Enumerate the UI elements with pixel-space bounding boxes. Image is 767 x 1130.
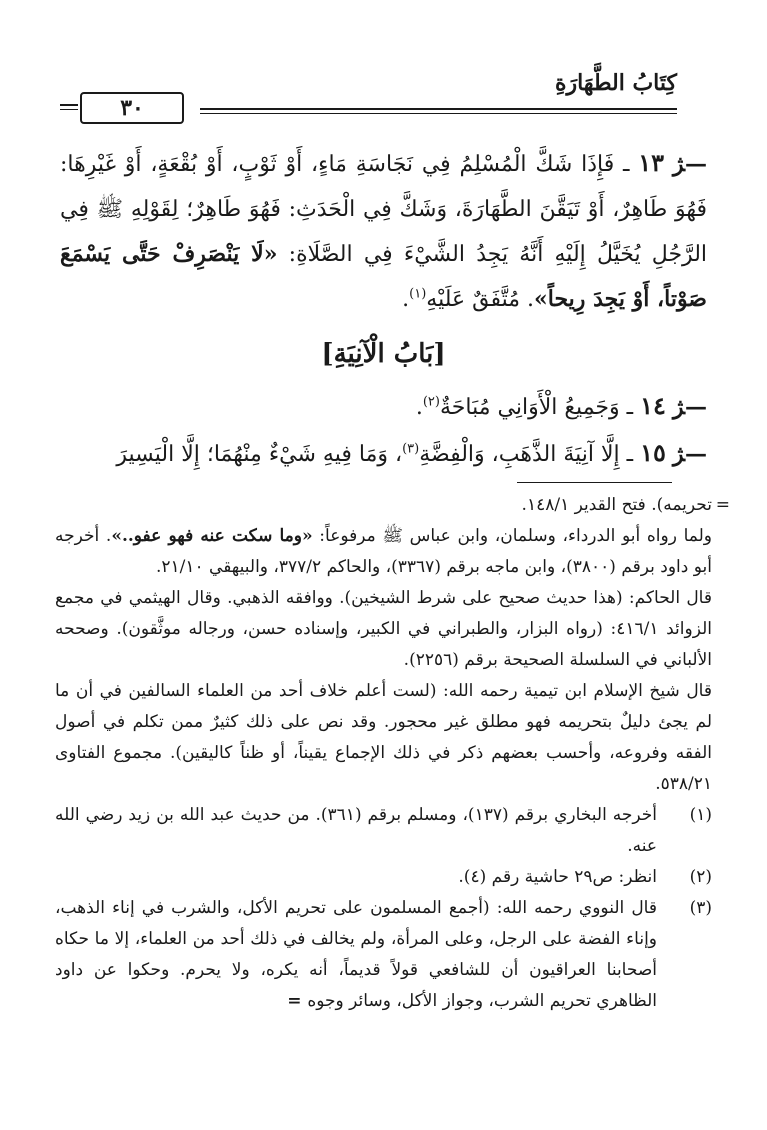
item-text: ـ وَجَمِيعُ الْأَوَانِي مُبَاحَةٌ — [439, 395, 641, 420]
item-number: ١٤ — [640, 391, 666, 420]
footnote-text: أخرجه البخاري برقم (١٣٧)، ومسلم برقم (٣٦١). من حديث عبد الله بن زيد رضي الله عنه. — [55, 805, 658, 856]
header-rule-thin — [200, 113, 677, 114]
continuation-mark: = — [287, 991, 308, 1011]
footnote-text: . أخرجه أبو داود برقم (٣٨٠٠)، وابن ماجه برقم (٣٣٦٧)، والحاكم ٣٧٧/٢، والبيهقي ٢١/١٠. — [55, 526, 712, 577]
footnote-text: انظر: ص٢٩ حاشية رقم (٤). — [458, 867, 657, 887]
page-header — [60, 70, 677, 120]
footnote-ref: (١) — [409, 286, 427, 302]
item-text: لِقَوْلِهِ ﷺ فِي الرَّجُلِ يُخَيَّلُ إِلَيْهِ أَنَّهُ يَجِدُ الشَّيْءَ فِي الصَّلَاةِ: — [60, 197, 708, 267]
paragraph-item-13 — [60, 140, 707, 322]
footnote-continuation — [55, 490, 730, 521]
header-rule — [200, 108, 677, 110]
footnote-body — [55, 893, 657, 1017]
footnotes — [55, 490, 730, 1017]
item-text: ، وَمَا فِيهِ شَيْءٌ مِنْهُمَا؛ إِلَّا الْيَسِيرَ — [116, 442, 403, 467]
footnote-3 — [55, 893, 712, 1017]
item-end: . — [415, 395, 423, 420]
main-text — [60, 140, 707, 477]
item-end: . — [402, 287, 410, 312]
footnote-text: قال النووي رحمه الله: (أجمع المسلمون على تحريم الأكل، والشرب في إناء الذهب، وإناء الفضة على الرجل، وعلى المرأة، ولم يخالف في ذلك أحد من العلماء، إلا ما حكاه أصحابنا العراقيون أن للشافعي قولاً قديماً، أنه يكره، ولا يحرم. وحكوا عن داود الظاهري تحريم الشرب، وجواز الأكل، وسائر وجوه — [55, 898, 657, 1011]
footnote-paragraph: قال الحاكم: (هذا حديث صحيح على شرط الشيخين). ووافقه الذهبي. وقال الهيثمي في مجمع الزوائد ٤١٦/١: (رواه البزار، والطبراني في الكبير، وإسناده حسن، ورجاله موثَّقون). وصححه الألباني في السلسلة الصحيحة برقم (٢٢٥٦). — [55, 588, 712, 670]
hadith-quote: «وما سكت عنه فهو عفو..» — [111, 526, 313, 546]
item-text: . مُتَّفَقٌ عَلَيْهِ — [426, 287, 535, 312]
footnote-paragraph: قال شيخ الإسلام ابن تيمية رحمه الله: (لست أعلم خلاف أحد من العلماء السالفين في أن ما لم يجئ دليلٌ بتحريمه فهو مطلق غير محجور. وقد نص على ذلك كثيرٌ ممن تكلم في أصول الفقه وفروعه، وأحسب بعضهم ذكر في ذلك الإجماع يقيناً، أو ظناً كاليقين). مجموع الفتاوى ٥٣٨/٢١. — [55, 681, 712, 794]
item-text: ـ فَإِذَا شَكَّ الْمُسْلِمُ فِي نَجَاسَةِ مَاءٍ، أَوْ ثَوْبٍ، أَوْ بُقْعَةٍ، أَوْ غَيْرِهَا: فَهُوَ طَاهِرٌ، أَوْ تَيَقَّنَ الطَّهَارَةَ، وَشَكَّ فِي الْحَدَثِ: فَهُوَ طَاهِرٌ؛ — [60, 152, 707, 222]
page-number-rule-thin — [60, 109, 78, 110]
page-number: ٣٠ — [80, 92, 184, 124]
footnote-ref: (٢) — [422, 394, 440, 410]
page-number-frame — [60, 92, 200, 122]
footnote-paragraph — [55, 521, 712, 583]
hadith-quote: «لَا يَنْصَرِفْ حَتَّى يَسْمَعَ صَوْتاً، أَوْ يَجِدَ رِيحاً» — [60, 241, 707, 312]
item-number: ١٥ — [640, 438, 666, 467]
item-marker: —ﮋ — [672, 441, 707, 467]
continuation-mark: = — [715, 495, 730, 515]
footnote-separator — [517, 482, 672, 483]
footnote-text: ولما رواه أبو الدرداء، وسلمان، وابن عباس ﷺ مرفوعاً: — [312, 526, 712, 546]
footnote-1 — [55, 800, 712, 862]
paragraph-item-15 — [60, 430, 707, 477]
section-title: [بَابُ الْآنِيَةِ] — [321, 339, 446, 369]
item-number: ١٣ — [638, 148, 665, 177]
footnote-ref: (٣) — [402, 441, 420, 457]
item-marker: —ﮋ — [672, 394, 707, 420]
footnote-text: تحريمه). فتح القدير ١٤٨/١. — [521, 495, 712, 515]
footnote-number: (٢) — [689, 867, 712, 887]
footnote-number: (١) — [689, 805, 712, 825]
book-title: كِتَابُ الطَّهَارَةِ — [554, 70, 677, 96]
page-number-rule — [60, 104, 78, 106]
footnote-2 — [55, 862, 712, 893]
paragraph-item-14 — [60, 383, 707, 430]
item-marker: —ﮋ — [672, 151, 707, 177]
item-text: ـ إِلَّا آنِيَةَ الذَّهَبِ، وَالْفِضَّةِ — [419, 442, 641, 467]
footnote-number: (٣) — [689, 898, 712, 918]
